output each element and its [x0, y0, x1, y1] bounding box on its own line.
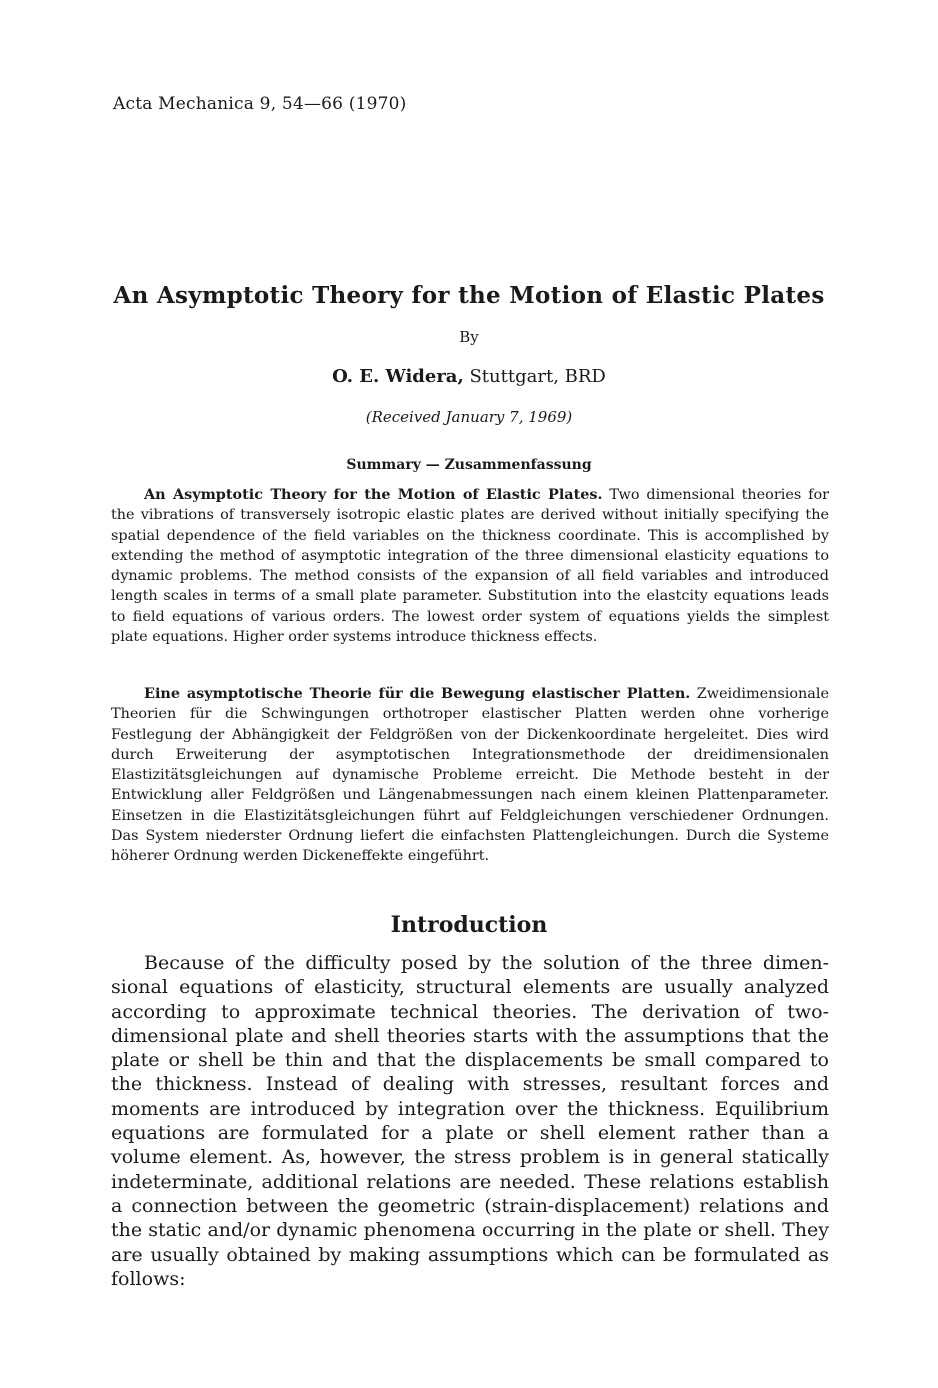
author-name: O. E. Widera, — [332, 366, 464, 387]
summary-heading: Summary — Zusammenfassung — [346, 457, 592, 473]
author-line — [0, 366, 938, 387]
author-affiliation: Stuttgart, BRD — [463, 366, 606, 387]
journal-reference: Acta Mechanica 9, 54—66 (1970) — [113, 94, 407, 114]
received-date: (Received January 7, 1969) — [365, 408, 573, 426]
english-abstract-paragraph — [111, 485, 829, 647]
german-abstract — [111, 684, 829, 867]
english-abstract-lead: An Asymptotic Theory for the Motion of Elastic Plates. — [144, 486, 603, 503]
english-abstract-text: Two dimensional theories for the vibrations of transversely isotropic elastic plates are derived without initially specifying the spatial dependence of the field variables on the thickness coordinate. This is accomplished by extending the method of asymptotic integration of the three dimensional elasticity equations to dynamic problems. The method consists of the expansion of all field variables and introduced length scales in terms of a small plate parameter. Substitution into the elastcity equations leads to field equations of various orders. The lowest order system of equations yields the simplest plate equations. Higher order systems introduce thickness effects. — [111, 487, 829, 646]
byline-by: By — [459, 328, 479, 346]
introduction-paragraph: Because of the difficulty posed by the solution of the three dimensional equations of elasticity, structural elements are usually analyzed according to approximate technical theories. The derivation of two-dimensional plate and shell theories starts with the assumptions that the plate or shell be thin and that the displacements be small compared to the thickness. Instead of dealing with stresses, resultant forces and moments are introduced by integration over the thickness. Equilibrium equations are formulated for a plate or shell element rather than a volume element. As, however, the stress problem is in general statically indeterminate, additional relations are needed. These relations establish a connection between the geometric (strain-displacement) relations and the static and/or dynamic phenomena occurring in the plate or shell. They are usually obtained by making assumptions which can be formulated as follows: — [111, 952, 829, 1290]
english-abstract — [111, 485, 829, 647]
german-abstract-text: Zweidimensionale Theorien für die Schwingungen orthotroper elastischer Platten werden ohne vorherige Festlegung der Abhängigkeit der Feldgrößen von der Dickenkoordinate hergeleitet. Dies wird durch Erweiterung der asymptotischen Integrationsmethode der dreidimensionalen Elastizitätsgleichungen auf dynamische Probleme erreicht. Die Methode besteht in der Entwicklung aller Feldgrößen und Längenabmessungen nach einem kleinen Plattenparameter. Einsetzen in die Elastizitätsgleichungen führt auf Feldgleichungen verschiedener Ordnungen. Das System niederster Ordnung liefert die einfachsten Plattengleichungen. Durch die Systeme höherer Ordnung werden Dickeneffekte eingeführt. — [111, 686, 829, 865]
german-abstract-lead: Eine asymptotische Theorie für die Bewegung elastischer Platten. — [144, 685, 691, 702]
introduction-body — [111, 951, 829, 1291]
german-abstract-paragraph — [111, 684, 829, 867]
introduction-heading: Introduction — [390, 912, 548, 938]
article-title: An Asymptotic Theory for the Motion of Elastic Plates — [113, 282, 825, 309]
